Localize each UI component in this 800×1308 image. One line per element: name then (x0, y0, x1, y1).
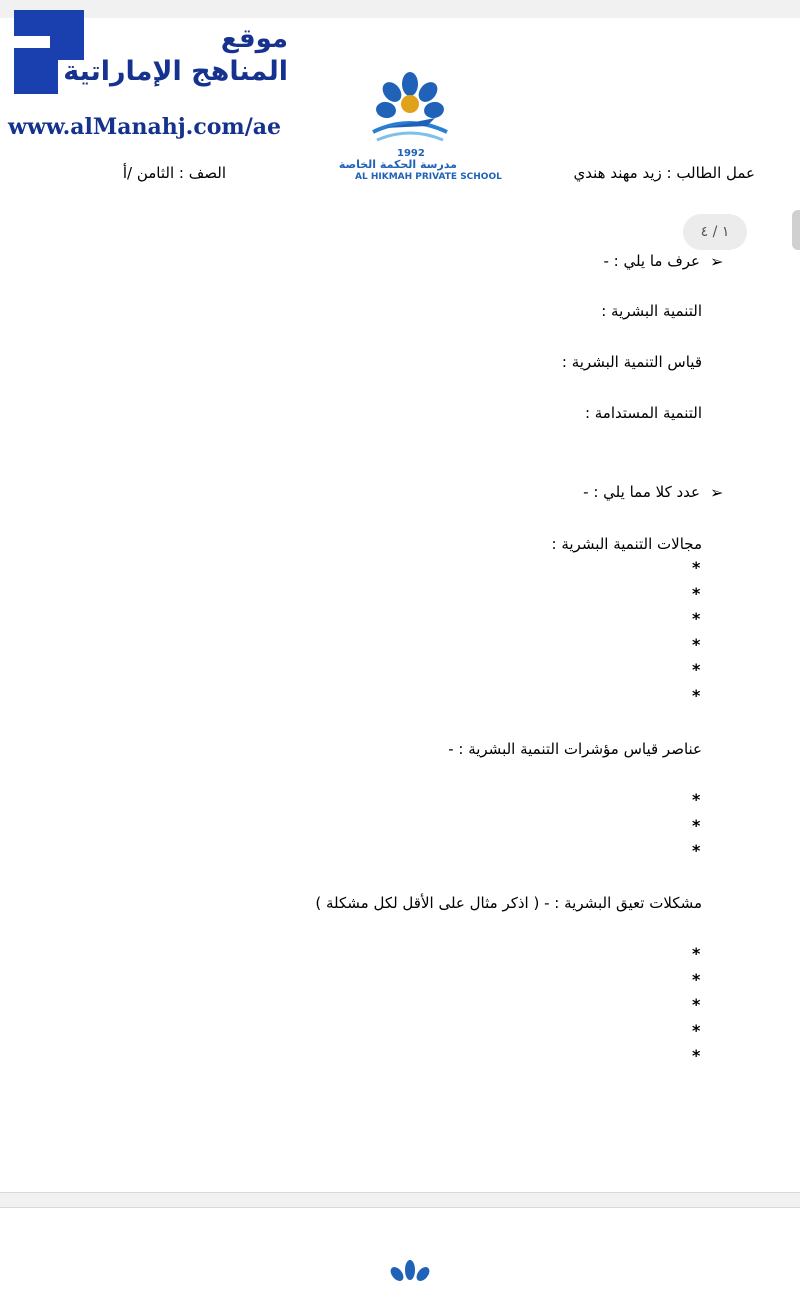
bullet-star: * (692, 558, 701, 577)
section2-heading: عدد كلا مما يلي : - (583, 483, 700, 501)
watermark-url[interactable]: www.alManahj.com/ae (8, 114, 281, 140)
bullet-star: * (692, 686, 701, 705)
school-logo (338, 70, 502, 182)
logo-name-arabic: مدرسة الحكمة الخاصة (338, 158, 457, 171)
bullet-star: * (692, 609, 701, 628)
bullet-star: * (692, 970, 701, 989)
section1-heading: عرف ما يلي : - (603, 252, 700, 270)
bullet-star: * (692, 790, 701, 809)
page-indicator: ١ / ٤ (683, 214, 747, 250)
arrow-bullet-icon: ➢ (710, 483, 724, 502)
school-emblem-icon (355, 70, 465, 150)
watermark-site-label: موقع (220, 24, 288, 54)
definition-item: التنمية البشرية : (601, 302, 702, 320)
bullet-star: * (692, 995, 701, 1014)
document-page-1 (0, 18, 800, 1193)
watermark-square-1 (14, 10, 50, 36)
bullet-star: * (692, 841, 701, 860)
bullet-star: * (692, 660, 701, 679)
document-page-2 (0, 1207, 800, 1308)
fields-title: مجالات التنمية البشرية : (551, 535, 702, 553)
scroll-edge-handle[interactable] (792, 210, 800, 250)
bullet-star: * (692, 1021, 701, 1040)
logo-name-english: AL HIKMAH PRIVATE SCHOOL (355, 172, 502, 182)
class-label: الصف : الثامن /أ (122, 164, 226, 182)
student-name: عمل الطالب : زيد مهند هندي (573, 164, 755, 182)
school-emblem-icon (385, 1260, 435, 1282)
bullet-star: * (692, 944, 701, 963)
bullet-star: * (692, 1046, 701, 1065)
definition-item: قياس التنمية البشرية : (561, 353, 702, 371)
logo-year: 1992 (397, 148, 425, 159)
bullet-star: * (692, 816, 701, 835)
bullet-star: * (692, 635, 701, 654)
bullet-star: * (692, 584, 701, 603)
watermark-square-3 (14, 48, 58, 94)
problems-title: مشكلات تعيق البشرية : - ( اذكر مثال على الأقل لكل مشكلة ) (315, 894, 702, 912)
watermark-site-name: المناهج الإماراتية (63, 56, 288, 87)
definition-item: التنمية المستدامة : (584, 404, 702, 422)
arrow-bullet-icon: ➢ (710, 252, 724, 271)
elements-title: عناصر قياس مؤشرات التنمية البشرية : - (448, 740, 702, 758)
